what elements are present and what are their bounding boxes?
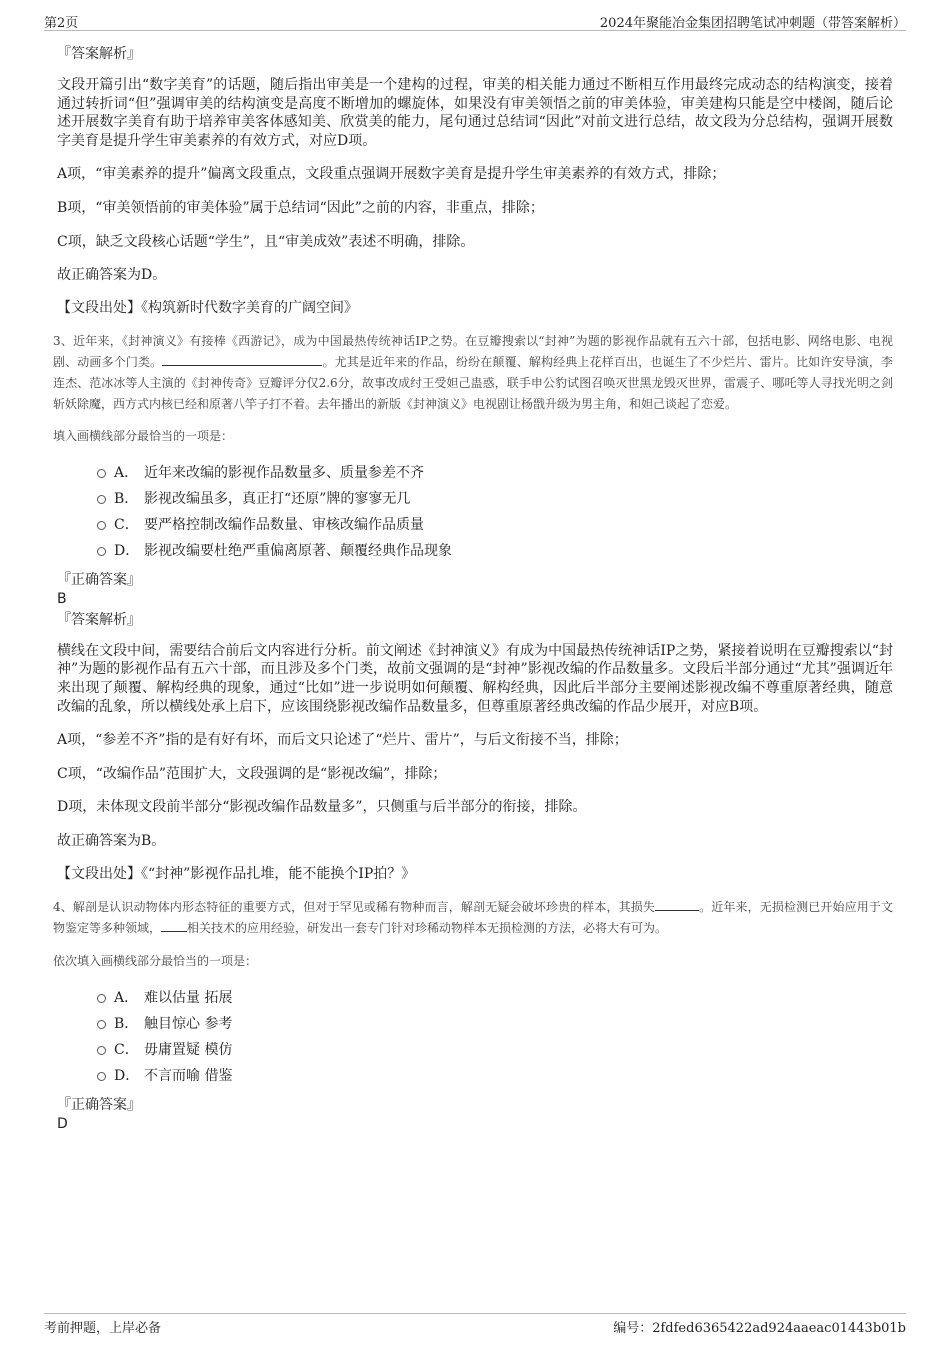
radio-icon[interactable] [97, 469, 106, 478]
q2-option-b-note: B项，“审美领悟前的审美体验”属于总结词“因此”之前的内容，非重点，排除； [57, 199, 544, 216]
q4-options [57, 985, 893, 1089]
document-id: 编号：2fdfed6365422ad924aaeac01443b01b [613, 1321, 906, 1336]
q4-answer-label: 『正确答案』 [57, 1096, 141, 1113]
q4-question [53, 897, 893, 939]
q2-source: 【文段出处】《构筑新时代数字美育的广阔空间》 [57, 299, 358, 316]
q4-prompt: 依次填入画横线部分最恰当的一项是： [53, 953, 258, 968]
q3-options [57, 460, 893, 564]
q4-text-part1: 4、解剖是认识动物体内形态特征的重要方式，但对于罕见或稀有物种而言，解剖无疑会破坏珍贵的样本，其损失 [53, 899, 655, 914]
q3-text-after: 。尤其是近年来的作品，纷纷在颠覆、解构经典上花样百出，也诞生了不少烂片、雷片。比如许安导演，李连杰、范冰冰等人主演的《封神传奇》豆瓣评分仅2.6分，故事改成纣王受妲己蛊惑，联手申公豹试图召唤灭世黑龙毁灭世界，雷震子、哪吒等人寻找光明之剑斩妖除魔，西方式内核已经和原著八竿子打不着。去年播出的新版《封神演义》电视剧让杨戬升级为男主角，和妲己谈起了恋爱。 [53, 354, 893, 411]
q3-question [53, 331, 893, 415]
q4-blank-2 [161, 919, 187, 932]
q3-option-d-note: D项，未体现文段前半部分“影视改编作品数量多”，只侧重与后半部分的衔接，排除。 [57, 799, 587, 816]
page-footer [44, 1313, 906, 1338]
q3-analysis: 横线在文段中间，需要结合前后文内容进行分析。前文阐述《封神演义》有成为中国最热传统神话IP之势，紧接着说明在豆瓣搜索以“封神”为题的影视作品有五六十部，而且涉及多个门类，故前文强调的是“封神”影视改编的作品数量多。文段后半部分通过“尤其”强调近年来出现了颠覆、解构经典的现象，通过“比如”进一步说明如何颠覆、解构经典，因此后半部分主要阐述影视改编不尊重原著经典，随意改编的乱象，所以横线处承上启下，应该围绕影视改编作品数量多，但尊重原著经典改编的作品少展开，对应B项。 [57, 642, 893, 715]
radio-icon[interactable] [97, 1020, 106, 1029]
radio-icon[interactable] [97, 994, 106, 1003]
page-header [44, 0, 906, 31]
q4-option-d[interactable]: D． 不言而喻 借鉴 [57, 1063, 893, 1089]
q3-prompt: 填入画横线部分最恰当的一项是： [53, 428, 234, 443]
q3-option-b[interactable]: B． 影视改编虽多，真正打“还原”牌的寥寥无几 [57, 486, 893, 512]
q4-option-b[interactable]: B． 触目惊心 参考 [57, 1011, 893, 1037]
radio-icon[interactable] [97, 495, 106, 504]
q2-analysis: 文段开篇引出“数字美育”的话题，随后指出审美是一个建构的过程，审美的相关能力通过不断相互作用最终完成动态的结构演变，接着通过转折词“但”强调审美的结构演变是高度不断增加的螺旋体，如果没有审美领悟之前的审美体验，审美建构只能是空中楼阁，随后论述开展数字美育有助于培养审美客体感知美、欣赏美的能力，尾句通过总结词“因此”对前文进行总结，故文段为分总结构，强调开展数字美育是提升学生审美素养的有效方式，对应D项。 [57, 77, 893, 149]
q3-option-d[interactable]: D． 影视改编要杜绝严重偏离原著、颠覆经典作品现象 [57, 538, 893, 564]
q3-answer: B [57, 590, 67, 607]
q4-option-a[interactable]: A． 难以估量 拓展 [57, 985, 893, 1011]
q4-text-part2: 。近年来，无损检测已开始应用于文物鉴定等多种领域， [53, 899, 893, 935]
q3-source: 【文段出处】《“封神”影视作品扎堆，能不能换个IP拍？》 [57, 865, 416, 882]
q3-answer-label: 『正确答案』 [57, 571, 141, 588]
radio-icon[interactable] [97, 547, 106, 556]
q3-option-c[interactable]: C． 要严格控制改编作品数量、审核改编作品质量 [57, 512, 893, 538]
radio-icon[interactable] [97, 1046, 106, 1055]
q3-analysis-label: 『答案解析』 [57, 611, 141, 628]
q2-option-a-note: A项，“审美素养的提升”偏离文段重点，文段重点强调开展数字美育是提升学生审美素养的有效方式，排除； [57, 166, 726, 183]
q2-conclusion: 故正确答案为D。 [57, 267, 167, 284]
footer-slogan: 考前押题，上岸必备 [44, 1321, 162, 1336]
q3-option-a-note: A项，“参差不齐”指的是有好有坏，而后文只论述了“烂片、雷片”，与后文衔接不当，排除； [57, 732, 628, 749]
q3-conclusion: 故正确答案为B。 [57, 832, 166, 849]
q4-answer: D [57, 1115, 68, 1132]
page-number: 第2页 [44, 16, 79, 31]
q3-text-before: 3、近年来，《封神演义》有接棒《西游记》，成为中国最热传统神话IP之势。在豆瓣搜索以“封神”为题的影视作品就有五六十部，包括电影、网络电影、电视剧、动画多个门类。 [53, 333, 893, 369]
q3-option-a[interactable]: A． 近年来改编的影视作品数量多、质量参差不齐 [57, 460, 893, 486]
q3-option-c-note: C项，“改编作品”范围扩大，文段强调的是“影视改编”，排除； [57, 765, 447, 782]
q4-text-part3: 相关技术的应用经验，研发出一套专门针对珍稀动物样本无损检测的方法，必将大有可为。 [187, 920, 668, 935]
radio-icon[interactable] [97, 521, 106, 530]
q3-blank [162, 353, 322, 366]
analysis-label: 『答案解析』 [57, 46, 141, 62]
page-content [53, 44, 893, 1133]
q4-option-c[interactable]: C． 毋庸置疑 模仿 [57, 1037, 893, 1063]
q4-blank-1 [655, 898, 699, 911]
q2-option-c-note: C项，缺乏文段核心话题“学生”，且“审美成效”表述不明确，排除。 [57, 233, 475, 250]
document-title: 2024年聚能冶金集团招聘笔试冲刺题（带答案解析） [599, 16, 906, 31]
radio-icon[interactable] [97, 1072, 106, 1081]
